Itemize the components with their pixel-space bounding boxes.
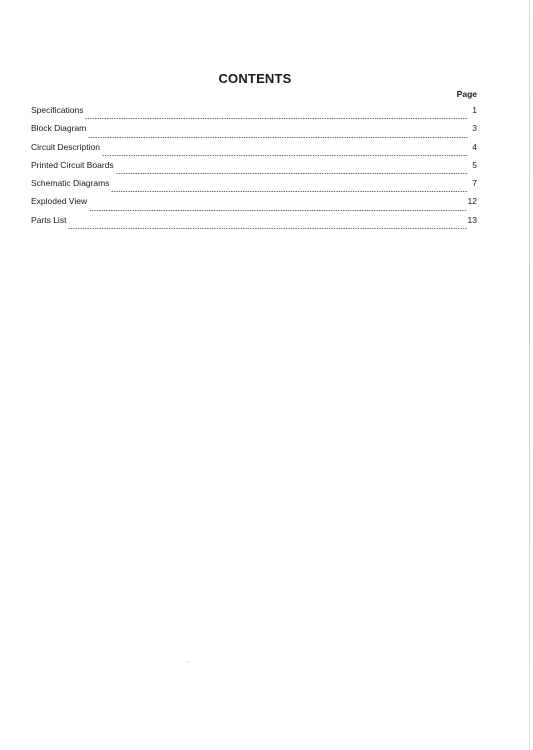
scan-speck [187, 661, 188, 663]
toc-entry-page-number: 12 [467, 196, 477, 207]
dot-leader [68, 227, 466, 230]
toc-entry-page-number: 3 [472, 123, 477, 134]
toc-entry-label: Specifications [31, 105, 84, 115]
toc-entry-schematic-diagrams[interactable] [31, 177, 477, 195]
toc-entry-printed-circuit-boards[interactable] [31, 159, 477, 177]
page-column-label: Page [456, 89, 477, 99]
toc-entry-label: Printed Circuit Boards [31, 159, 114, 170]
toc-entry-page-number: 1 [472, 105, 477, 115]
toc-entry-label: Block Diagram [31, 123, 87, 134]
toc-entry-label: Parts List [31, 214, 67, 225]
toc-entry-block-diagram[interactable] [31, 122, 477, 140]
dot-leader [102, 154, 468, 157]
dot-leader [111, 190, 468, 193]
toc-entry-page-number: 4 [472, 141, 477, 152]
toc-entry-page-number: 5 [472, 159, 477, 170]
toc-entry-label: Exploded View [31, 196, 88, 207]
toc-entry-exploded-view[interactable] [31, 195, 477, 213]
dot-leader [116, 172, 468, 175]
toc-entry-parts-list[interactable] [31, 214, 477, 232]
page-title: CONTENTS [218, 71, 292, 86]
toc-entry-page-number: 13 [467, 214, 477, 225]
toc-entry-specifications[interactable] [31, 104, 477, 122]
page-edge-line [529, 0, 530, 750]
dot-leader [88, 136, 468, 139]
table-of-contents [31, 104, 477, 232]
toc-entry-label: Circuit Description [31, 141, 100, 152]
toc-entry-circuit-description[interactable] [31, 141, 477, 159]
toc-entry-label: Schematic Diagrams [31, 178, 110, 189]
dot-leader [85, 117, 468, 120]
dot-leader [89, 209, 466, 212]
toc-entry-page-number: 7 [472, 178, 477, 189]
